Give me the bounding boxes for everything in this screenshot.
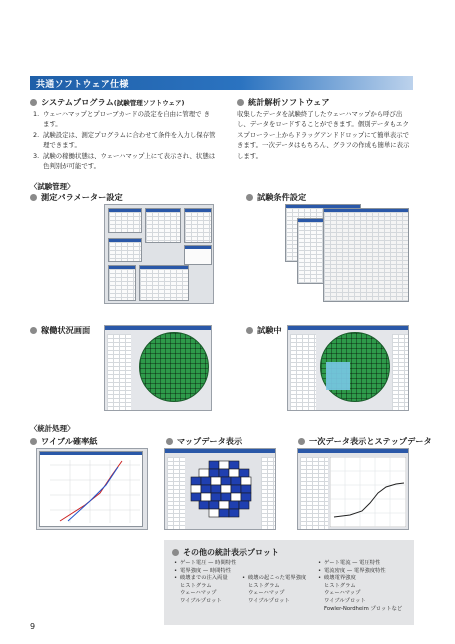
other-plots-col-3: • ゲート電流 — 電圧特性 • 電流密度 — 電界強度特性 • 破壊電界強度 ヒストグラム ウェーハマップ ワイブルプロット Fowler-Nordheim プロットなど <box>318 560 402 613</box>
banner-title: 共通ソフトウェア仕様 <box>36 80 129 90</box>
bullet-icon <box>30 327 37 334</box>
other-plots-col-1: • ゲート電圧 — 時間特性 • 電界強度 — 時間特性 • 破壊までの注入両量 ヒストグラム ウェーハマップ ワイブルプロット <box>174 560 236 606</box>
shot-caption-parameter-setting: 測定パラメーター設定 <box>30 192 123 203</box>
window <box>184 245 212 265</box>
list-item: 1. ウェーハマップとプローブカードの設定を自由に管理で きます。 <box>33 110 210 129</box>
map-data-screenshot <box>164 448 276 530</box>
bullet-icon <box>30 194 37 201</box>
list-item: 3. 試験の稼働状態は、ウェーハマップ上にて表示され、状態は色判別が可能です。 <box>33 151 216 171</box>
window <box>108 238 142 262</box>
bullet-icon <box>246 194 253 201</box>
other-plots-title: その他の統計表示プロット <box>172 547 279 558</box>
window <box>145 208 181 243</box>
shot-caption-operation-status: 稼働状況画面 <box>30 325 90 336</box>
other-plots-box <box>164 540 414 625</box>
statistics-processing-label: 〈統計処理〉 <box>30 424 75 433</box>
bullet-icon <box>30 99 37 106</box>
bullet-icon <box>166 438 173 445</box>
window <box>323 208 409 302</box>
bullet-icon <box>298 438 305 445</box>
bullet-icon <box>172 549 179 556</box>
weibull-plot <box>40 455 142 527</box>
bullet-icon <box>237 99 244 106</box>
wafer-map <box>139 332 209 402</box>
shot-caption-testing: 試験中 <box>246 325 282 336</box>
system-program-heading: システムプログラム(試験管理ソフトウェア) <box>30 97 184 108</box>
bullet-icon <box>30 438 37 445</box>
system-program-list <box>33 109 216 171</box>
tested-region <box>326 362 350 390</box>
other-plots-col-2: • 破壊の起こった電界強度 ヒストグラム ウェーハマップ ワイブルプロット <box>242 575 306 605</box>
section-banner <box>30 76 413 90</box>
weibull-screenshot <box>36 448 148 530</box>
primary-data-screenshot <box>297 448 409 530</box>
parameter-setting-screenshot <box>104 204 214 304</box>
shot-caption-test-condition: 試験条件設定 <box>246 192 306 203</box>
wafer-map-blue <box>189 457 259 527</box>
window <box>139 265 189 301</box>
test-condition-screenshot <box>285 204 411 304</box>
operation-status-screenshot <box>104 325 212 411</box>
window <box>184 208 212 243</box>
bullet-icon <box>246 327 253 334</box>
step-data-plot <box>330 457 406 527</box>
shot-caption-map-data: マップデータ表示 <box>166 436 242 447</box>
testing-screenshot <box>287 325 409 411</box>
stats-software-text: 収集したデータを試験終了したウェーハマップから呼び出し、データをロードすることができます。個別データもエクスプローラー上からドラッグアンドドロップにて簡単表示できます。一次データはもちろん、グラフの作成も簡単に表示します。 <box>237 110 410 160</box>
shot-caption-weibull: ワイブル確率紙 <box>30 436 98 447</box>
window <box>108 265 136 301</box>
system-program-subheading: (試験管理ソフトウェア) <box>113 99 185 107</box>
page-number: 9 <box>30 622 36 631</box>
window <box>108 208 142 233</box>
stats-software-heading: 統計解析ソフトウェア <box>237 97 330 108</box>
shot-caption-primary-data: 一次データ表示とステップデータ <box>298 436 432 447</box>
list-item: 2. 試験設定は、測定プログラムに合わせて条件を入力し保存管理できます。 <box>33 130 216 150</box>
test-management-label: 〈試験管理〉 <box>30 182 75 191</box>
